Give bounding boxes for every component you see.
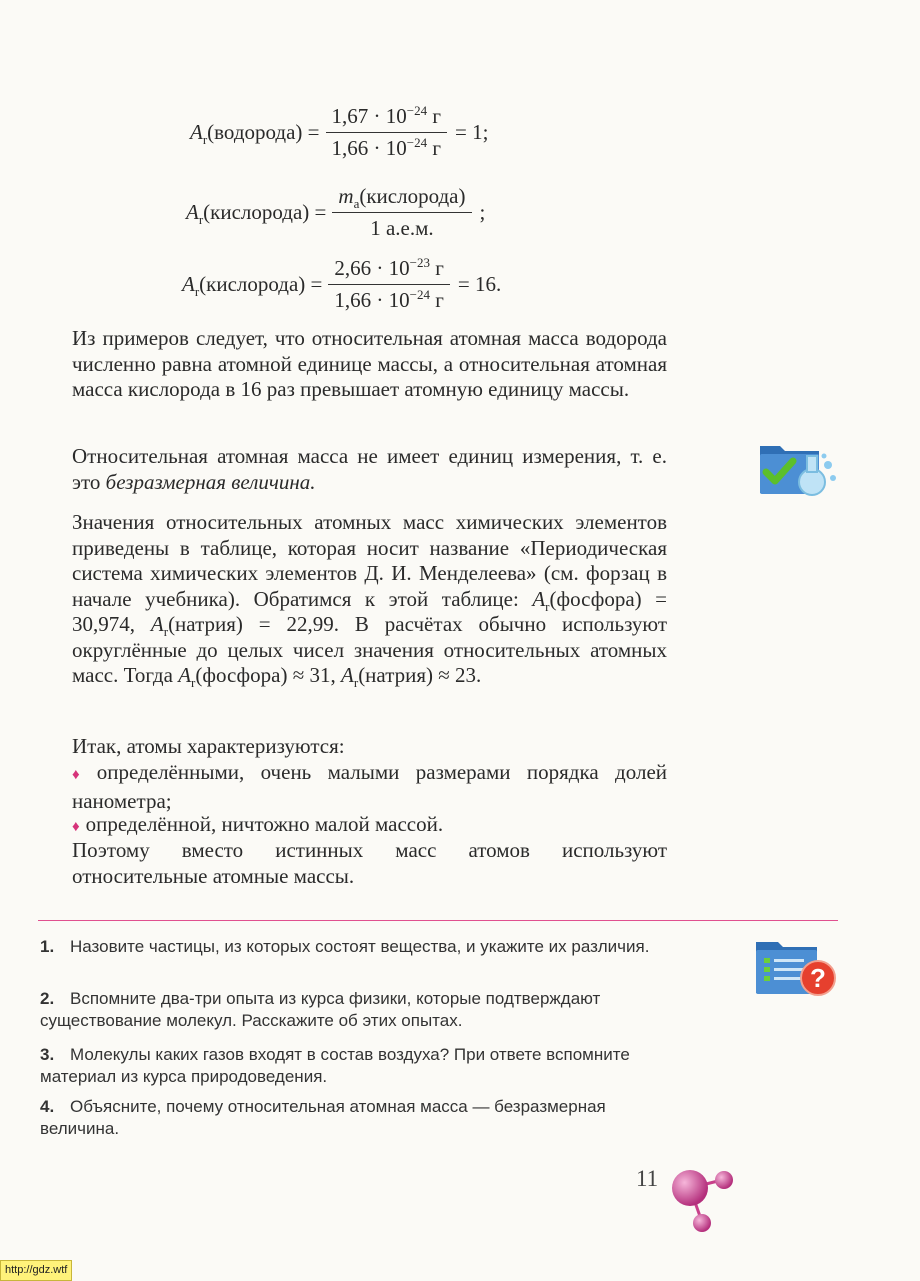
folder-check-flask-icon: [756, 438, 840, 498]
paragraph-dimensionless: Относительная атомная масса не имеет единиц измерения, т. е. это безразмерная величина.: [72, 444, 667, 494]
molecule-icon: [664, 1162, 744, 1242]
formula-hydrogen: $A_r(водорода)$ = $\frac{1,67 \cdot 10^{-24} г}{1,66 \cdot 10^{-24} г}$ = 1;: [190, 103, 489, 160]
question-1: 1. Назовите частицы, из которых состоят вещества, и укажите их различия.: [40, 937, 650, 956]
question-3: 3. Молекулы каких газов входят в состав воздуха? При ответе вспомните материал из курса природоведения.: [40, 1045, 630, 1086]
paragraph-periodic-table: Значения относительных атомных масс химических элементов приведены в таблице, которая носит название «Периодическая система химических элементов Д. И. Менделеева» (см. форзац в начале учебника). Обратимся к этой таблице: $A_r(фосфора) = 30,974$, $A_r(натрия) = 22,99$. В расчётах обычно используют округлённые до целых чисел значения относительных атомных масс. Тогда $A_r(фосфора) \approx 31$, $A_r(натрия) \approx 23$.: [72, 510, 668, 691]
diamond-bullet-icon: ♦: [72, 819, 80, 835]
diamond-bullet-icon: ♦: [72, 767, 91, 783]
formula-oxygen-definition: $A_r(кислорода)$ = $\frac{m_a(кислорода)}{1 а.е.м.}$ ;: [186, 184, 486, 240]
watermark-link[interactable]: http://gdz.wtf: [0, 1260, 72, 1281]
bullet-mass: ♦ определённой, ничтожно малой массой.: [72, 812, 444, 836]
folder-question-icon: [752, 936, 840, 1000]
question-2: 2. Вспомните два-три опыта из курса физики, которые подтверждают существование молекул. Расскажите об этих опытах.: [40, 989, 601, 1030]
fraction: $\frac{2,66 \cdot 10^{-23} г}{1,66 \cdot 10^{-24} г}$: [328, 256, 449, 313]
question-4: 4. Объясните, почему относительная атомная масса — безразмерная величина.: [40, 1097, 606, 1138]
fraction: $\frac{m_a(кислорода)}{1 а.е.м.}$: [332, 184, 471, 241]
svg-text:?: ?: [810, 963, 826, 993]
paragraph-summary-intro: Итак, атомы характеризуются:: [72, 734, 345, 758]
bullet-size: ♦ определёнными, очень малыми размерами порядка долей нанометра;: [72, 760, 668, 813]
paragraph-examples: Из примеров следует, что относительная атомная масса водорода численно равна атомной единице массы, а относительная атомная масса кислорода в 16 раз превышает атомную единицу массы.: [72, 326, 667, 401]
section-divider: [38, 920, 838, 921]
fraction: $\frac{1,67 \cdot 10^{-24} г}{1,66 \cdot 10^{-24} г}$: [326, 104, 447, 161]
paragraph-conclusion: Поэтому вместо истинных масс атомов используют относительные атомные массы.: [72, 838, 667, 888]
page-number: 11: [636, 1166, 659, 1191]
formula-oxygen-value: $A_r(кислорода)$ = $\frac{2,66 \cdot 10^{-23} г}{1,66 \cdot 10^{-24} г}$ = 16.: [182, 255, 502, 312]
